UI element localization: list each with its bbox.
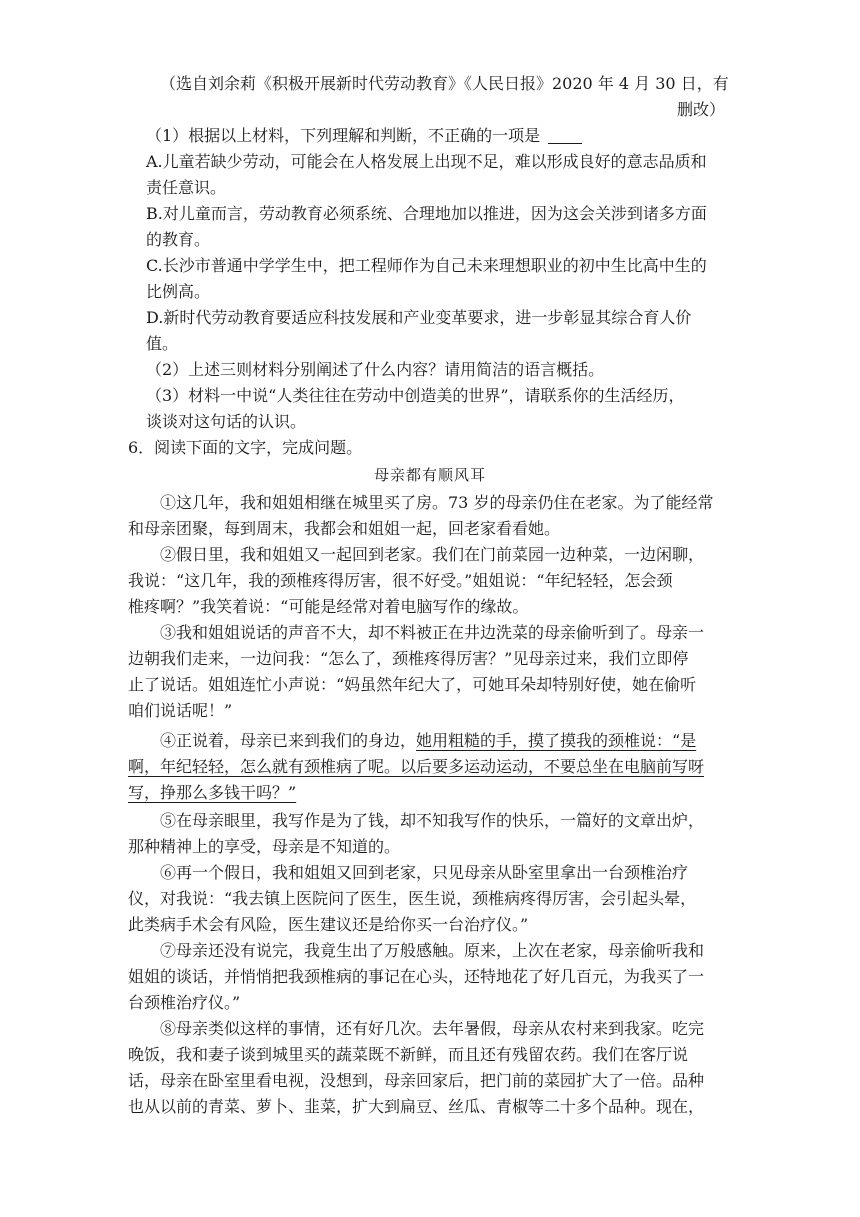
option-b-line1: B.对儿童而言，劳动教育必须系统、合理地加以推进，因为这会关涉到诸多方面 bbox=[146, 204, 707, 223]
option-d-line1: D.新时代劳动教育要适应科技发展和产业变革要求，进一步彰显其综合育人价 bbox=[146, 308, 692, 327]
paragraph-3-line1: ③我和姐姐说话的声音不大，却不料被正在井边洗菜的母亲偷听到了。母亲一 bbox=[160, 623, 705, 642]
paragraph-3-line3: 止了说话。姐姐连忙小声说：“妈虽然年纪大了，可她耳朵却特别好使，她在偷听 bbox=[128, 675, 697, 694]
paragraph-4-line1 bbox=[160, 728, 696, 754]
paragraph-3-line2: 边朝我们走来，一边问我：“怎么了，颈椎疼得厉害？”见母亲过来，我们立即停 bbox=[128, 649, 689, 668]
paragraph-8-line4: 也从以前的青菜、萝卜、韭菜，扩大到扁豆、丝瓜、青椒等二十多个品种。现在， bbox=[128, 1097, 705, 1116]
source-citation-line1: （选自刘余莉《积极开展新时代劳动教育》《人民日报》2020 年 4 月 30 日，有 bbox=[160, 74, 729, 93]
paragraph-2-line2: 我说：“这几年，我的颈椎疼得厉害，很不好受。”姐姐说：“年纪轻轻，怎会颈 bbox=[128, 571, 673, 590]
paragraph-1-line2: 和母亲团聚，每到周末，我都会和姐姐一起，回老家看看她。 bbox=[128, 519, 561, 538]
paragraph-2-line3: 椎疼啊？”我笑着说：“可能是经常对着电脑写作的缘故。 bbox=[128, 597, 529, 616]
paragraph-5-line1: ⑤在母亲眼里，我写作是为了钱，却不知我写作的快乐，一篇好的文章出炉， bbox=[160, 811, 705, 830]
source-citation-line2: 删改） bbox=[677, 100, 726, 119]
answer-blank[interactable] bbox=[548, 127, 582, 144]
option-a-line1: A.儿童若缺少劳动，可能会在人格发展上出现不足，难以形成良好的意志品质和 bbox=[146, 152, 707, 171]
option-c-line2: 比例高。 bbox=[146, 282, 211, 301]
paragraph-6-line2: 仪，对我说：“我去镇上医院问了医生，医生说，颈椎病疼得厉害，会引起头晕， bbox=[128, 889, 697, 908]
paragraph-4-lead: ④正说着，母亲已来到我们的身边， bbox=[160, 731, 417, 750]
paragraph-7-line2: 姐姐的谈话，并悄悄把我颈椎病的事记在心头，还特地花了好几百元，为我买了一 bbox=[128, 967, 705, 986]
paragraph-5-line2: 那种精神上的享受，母亲是不知道的。 bbox=[128, 837, 401, 856]
paragraph-8-line2: 晚饭，我和妻子谈到城里买的蔬菜既不新鲜，而且还有残留农药。我们在客厅说 bbox=[128, 1045, 689, 1064]
paragraph-2-line1: ②假日里，我和姐姐又一起回到老家。我们在门前菜园一边种菜，一边闲聊， bbox=[160, 545, 705, 564]
question-1 bbox=[146, 123, 582, 149]
paragraph-1-line1: ①这几年，我和姐姐相继在城里买了房。73 岁的母亲仍住在老家。为了能经常 bbox=[160, 493, 714, 512]
option-c-line1: C.长沙市普通中学学生中，把工程师作为自己未来理想职业的初中生比高中生的 bbox=[146, 256, 707, 275]
question-3-line2: 谈谈对这句话的认识。 bbox=[146, 412, 307, 431]
option-d-line2: 值。 bbox=[146, 334, 179, 353]
section-6-heading: 6．阅读下面的文字，完成问题。 bbox=[128, 438, 363, 457]
question-2: （2）上述三则材料分别阐述了什么内容？请用简洁的语言概括。 bbox=[146, 360, 605, 379]
question-3-line1: （3）材料一中说“人类往往在劳动中创造美的世界”，请联系你的生活经历， bbox=[146, 386, 685, 405]
paragraph-8-line1: ⑧母亲类似这样的事情，还有好几次。去年暑假，母亲从农村来到我家。吃完 bbox=[160, 1019, 705, 1038]
paragraph-7-line1: ⑦母亲还没有说完，我竟生出了万般感触。原来，上次在老家，母亲偷听我和 bbox=[160, 941, 705, 960]
option-b-line2: 的教育。 bbox=[146, 230, 211, 249]
paragraph-6-line3: 此类病手术会有风险，医生建议还是给你买一台治疗仪。” bbox=[128, 915, 529, 934]
paragraph-8-line3: 话，母亲在卧室里看电视，没想到，母亲回家后，把门前的菜园扩大了一倍。品种 bbox=[128, 1071, 705, 1090]
passage-title: 母亲都有顺风耳 bbox=[373, 466, 486, 484]
paragraph-3-line4: 咱们说话呢！” bbox=[128, 701, 233, 720]
underlined-sentence-part1: 她用粗糙的手，摸了摸我的颈椎说：“是 bbox=[416, 731, 697, 750]
option-a-line2: 责任意识。 bbox=[146, 178, 227, 197]
paragraph-7-line3: 台颈椎治疗仪。” bbox=[128, 993, 241, 1012]
question-1-text: （1）根据以上材料，下列理解和判断，不正确的一项是 bbox=[146, 126, 541, 145]
underlined-sentence-part3: 写，挣那么多钱干吗？” bbox=[128, 783, 297, 802]
underlined-sentence-part2: 啊，年纪轻轻，怎么就有颈椎病了呢。以后要多运动运动，不要总坐在电脑前写呀 bbox=[128, 757, 705, 776]
paragraph-6-line1: ⑥再一个假日，我和姐姐又回到老家，只见母亲从卧室里拿出一台颈椎治疗 bbox=[160, 863, 689, 882]
